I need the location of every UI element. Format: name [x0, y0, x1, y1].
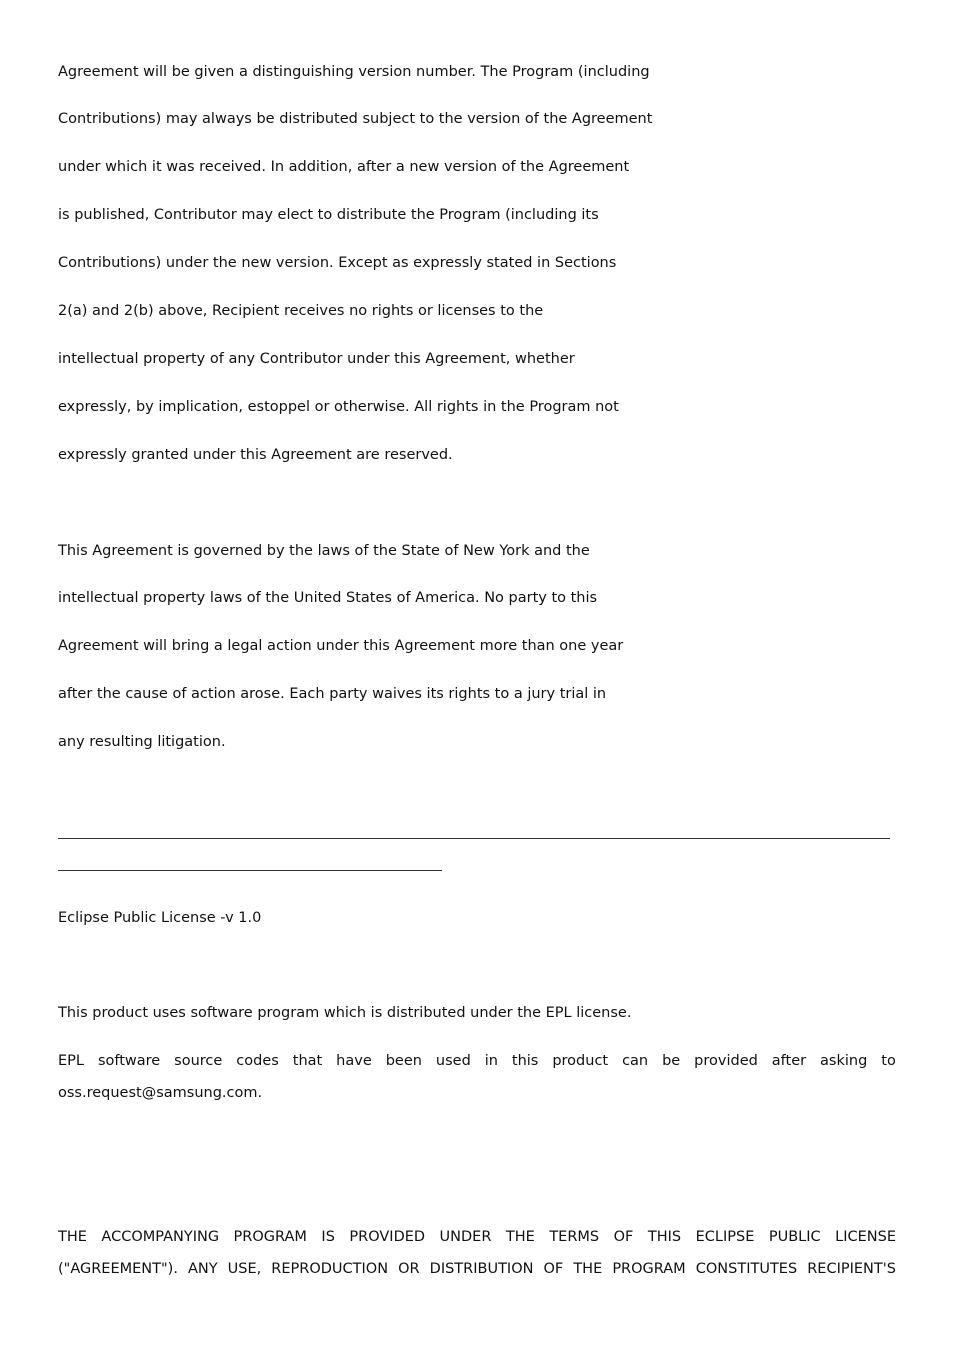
word: LICENSE [835, 1229, 896, 1245]
word: in [484, 1053, 498, 1069]
word: ECLIPSE [695, 1229, 755, 1245]
word: OF [613, 1229, 634, 1245]
word: been [385, 1053, 422, 1069]
text-line: intellectual property of any Contributor under this Agreement, whether [58, 351, 575, 367]
word: provided [694, 1053, 758, 1069]
word: UNDER [439, 1229, 492, 1245]
word: PROVIDED [349, 1229, 426, 1245]
word: EPL [58, 1053, 84, 1069]
text-line: Agreement will be given a distinguishing version number. The Program (including [58, 64, 650, 80]
word: that [292, 1053, 323, 1069]
epl-notice: This product uses software program which is distributed under the EPL license. [58, 1005, 632, 1021]
word: this [511, 1053, 539, 1069]
word: THIS [647, 1229, 682, 1245]
word: source [174, 1053, 223, 1069]
contact-email: oss.request@samsung.com. [58, 1085, 263, 1101]
word: THE [573, 1261, 603, 1277]
text-line: Agreement will bring a legal action under this Agreement more than one year [58, 638, 624, 654]
text-line: 2(a) and 2(b) above, Recipient receives no rights or licenses to the [58, 303, 544, 319]
word: after [771, 1053, 807, 1069]
word: codes [236, 1053, 279, 1069]
text-line: Contributions) may always be distributed subject to the version of the Agreement [58, 111, 653, 127]
word: OR [398, 1261, 420, 1277]
text-line: expressly, by implication, estoppel or otherwise. All rights in the Program not [58, 399, 619, 415]
word: asking [820, 1053, 868, 1069]
word: to [881, 1053, 896, 1069]
word: ACCOMPANYING [101, 1229, 220, 1245]
text-line: after the cause of action arose. Each party waives its rights to a jury trial in [58, 686, 607, 702]
word: be [662, 1053, 681, 1069]
text-line: Contributions) under the new version. Except as expressly stated in Sections [58, 255, 617, 271]
word: PROGRAM [233, 1229, 307, 1245]
word: TERMS [549, 1229, 600, 1245]
text-line: expressly granted under this Agreement are reserved. [58, 447, 453, 463]
text-line: is published, Contributor may elect to distribute the Program (including its [58, 207, 599, 223]
word: RECIPIENT'S [807, 1261, 896, 1277]
word: THE [58, 1229, 87, 1245]
word: used [435, 1053, 471, 1069]
epl-source-line [58, 1051, 896, 1071]
word: CONSTITUTES [695, 1261, 798, 1277]
text-line: This Agreement is governed by the laws of the State of New York and the [58, 543, 590, 559]
word: have [336, 1053, 372, 1069]
word: THE [505, 1229, 535, 1245]
word: ("AGREEMENT"). [58, 1261, 178, 1277]
word: PUBLIC [768, 1229, 821, 1245]
word: ANY [187, 1261, 218, 1277]
text-line: under which it was received. In addition, after a new version of the Agreement [58, 159, 630, 175]
text-line: any resulting litigation. [58, 734, 226, 750]
word: product [552, 1053, 609, 1069]
word: can [622, 1053, 649, 1069]
text-line: intellectual property laws of the United States of America. No party to this [58, 590, 598, 606]
terms-line [58, 1227, 896, 1247]
word: DISTRIBUTION [429, 1261, 534, 1277]
word: REPRODUCTION [271, 1261, 389, 1277]
license-title: Eclipse Public License -v 1.0 [58, 910, 262, 926]
word: IS [321, 1229, 335, 1245]
word: PROGRAM [612, 1261, 686, 1277]
separator-rule [58, 838, 890, 839]
separator-rule [58, 870, 442, 871]
word: software [97, 1053, 161, 1069]
word: USE, [227, 1261, 262, 1277]
word: OF [543, 1261, 564, 1277]
terms-line [58, 1259, 896, 1279]
